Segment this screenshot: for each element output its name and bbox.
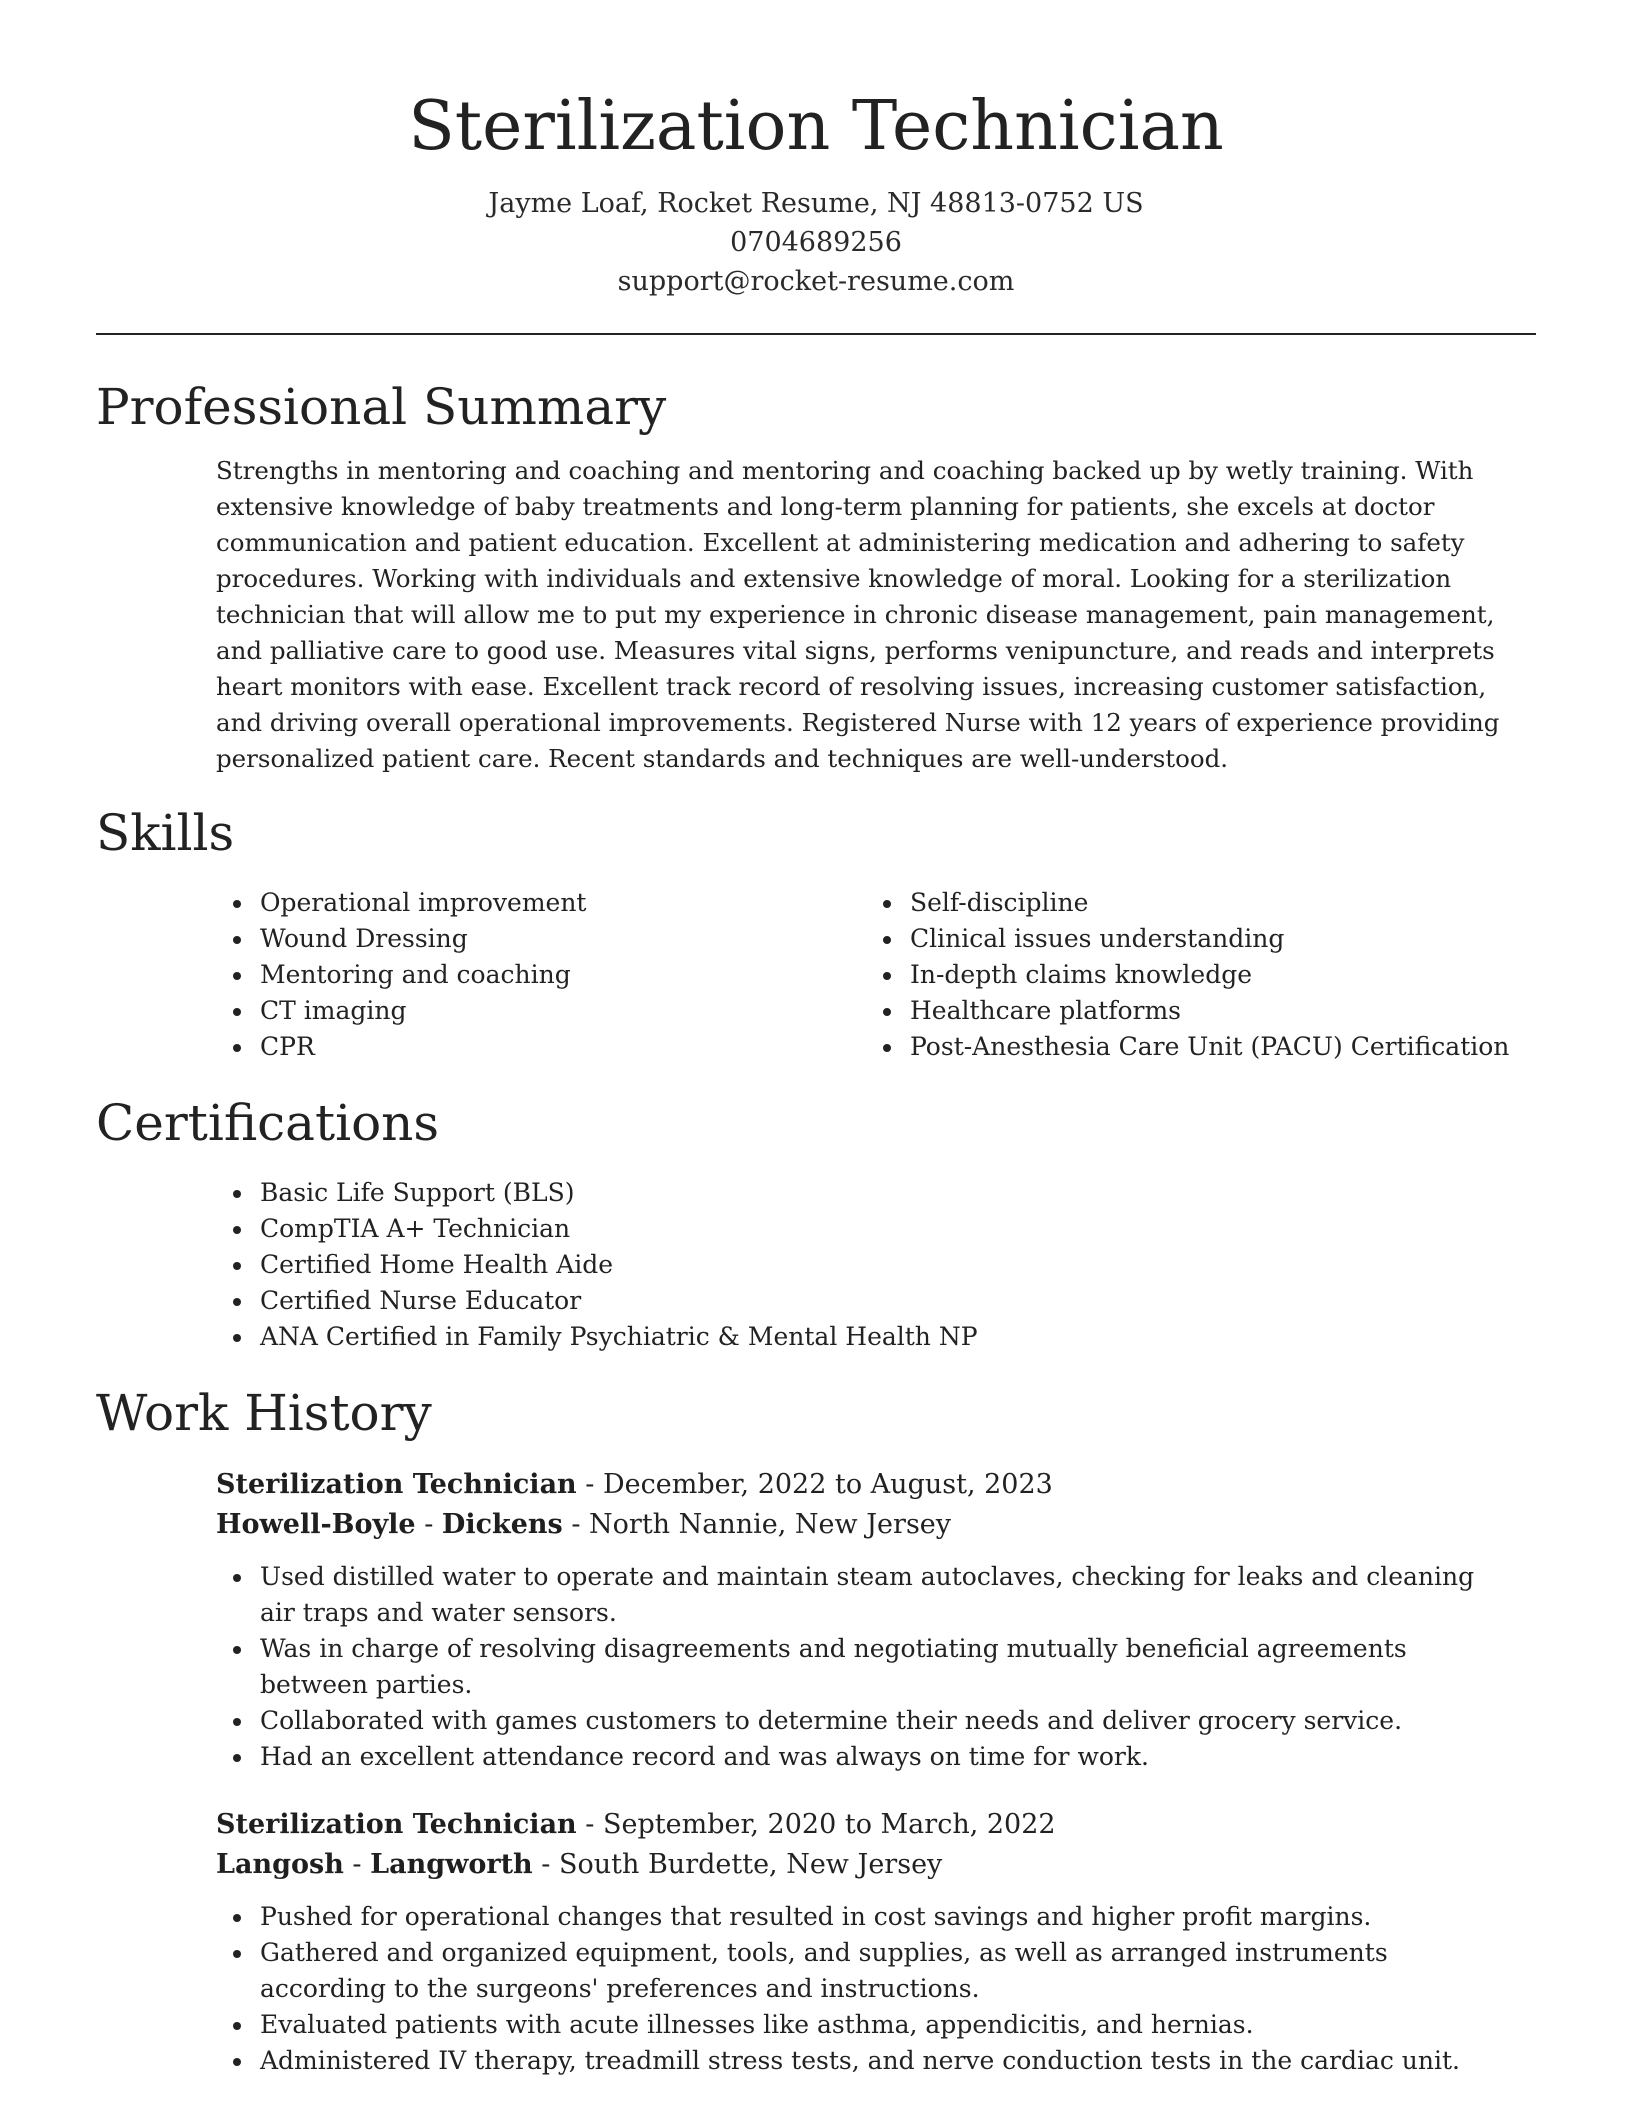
certifications-section <box>96 1091 1536 1355</box>
job-org: Dickens <box>441 1509 563 1540</box>
job-org: Langworth <box>370 1849 533 1880</box>
separator: - <box>532 1849 559 1880</box>
job-bullet: Administered IV therapy, treadmill stress tests, and nerve conduction tests in the cardiac unit. <box>216 2043 1536 2079</box>
skill-item: Post-Anesthesia Care Unit (PACU) Certification <box>866 1029 1516 1065</box>
separator: - <box>562 1509 590 1540</box>
contact-info <box>96 184 1536 301</box>
job-dates: December, 2022 to August, 2023 <box>603 1469 1053 1500</box>
contact-email: support@rocket-resume.com <box>617 266 1015 297</box>
job-bullet: Pushed for operational changes that resulted in cost savings and higher profit margins. <box>216 1899 1536 1935</box>
separator: - <box>343 1849 371 1880</box>
certifications-heading: Certifications <box>96 1094 440 1152</box>
job-location: North Nannie, New Jersey <box>589 1509 952 1540</box>
skills-column-right <box>866 885 1516 1065</box>
contact-phone: 0704689256 <box>730 227 902 258</box>
certifications-list <box>216 1175 1536 1355</box>
job-bullet: Used distilled water to operate and maintain steam autoclaves, checking for leaks and cleaning air traps and water sensors. <box>216 1559 1536 1631</box>
job-role: Sterilization Technician <box>216 1469 577 1500</box>
skills-column-left <box>216 885 866 1065</box>
contact-address: Jayme Loaf, Rocket Resume, NJ 48813-0752 US <box>488 188 1144 219</box>
skills-grid <box>216 885 1536 1065</box>
job-bullet: Gathered and organized equipment, tools, and supplies, as well as arranged instruments according to the surgeons' preferences and instructions. <box>216 1935 1536 2007</box>
certification-item: Certified Nurse Educator <box>216 1283 1536 1319</box>
job-title-line <box>216 1805 1536 1845</box>
certification-item: Basic Life Support (BLS) <box>216 1175 1536 1211</box>
separator: - <box>576 1469 603 1500</box>
header-divider <box>96 333 1536 335</box>
job-bullets <box>216 1899 1536 2079</box>
skills-section <box>96 801 1536 1065</box>
job-company-line <box>216 1845 1536 1885</box>
skill-item: CPR <box>216 1029 866 1065</box>
job-entry <box>216 1805 1536 2079</box>
skill-item: Self-discipline <box>866 885 1516 921</box>
skill-item: Operational improvement <box>216 885 866 921</box>
separator: - <box>415 1509 442 1540</box>
job-bullets <box>216 1559 1536 1775</box>
skills-heading: Skills <box>96 804 235 862</box>
job-bullet: Collaborated with games customers to determine their needs and deliver grocery service. <box>216 1703 1536 1739</box>
skill-item: CT imaging <box>216 993 866 1029</box>
certification-item: CompTIA A+ Technician <box>216 1211 1536 1247</box>
job-company: Langosh <box>216 1849 344 1880</box>
summary-text: Strengths in mentoring and coaching and mentoring and coaching backed up by wetly training. With extensive knowledge of baby treatments and long-term planning for patients, she excels at doctor communication and patient education. Excellent at administering medication and adhering to safety procedures. Working with individuals and extensive knowledge of moral. Looking for a sterilization technician that will allow me to put my experience in chronic disease management, pain management, and palliative care to good use. Measures vital signs, performs venipuncture, and reads and interprets heart monitors with ease. Excellent track record of resolving issues, increasing customer satisfaction, and driving overall operational improvements. Registered Nurse with 12 years of experience providing personalized patient care. Recent standards and techniques are well-understood. <box>216 456 1500 773</box>
skill-item: Clinical issues understanding <box>866 921 1516 957</box>
skill-item: Wound Dressing <box>216 921 866 957</box>
job-bullet: Had an excellent attendance record and was always on time for work. <box>216 1739 1536 1775</box>
page-title: Sterilization Technician <box>408 87 1224 166</box>
skill-item: In-depth claims knowledge <box>866 957 1516 993</box>
job-bullet: Was in charge of resolving disagreements and negotiating mutually beneficial agreements between parties. <box>216 1631 1536 1703</box>
job-title-line <box>216 1465 1536 1505</box>
work-history-heading: Work History <box>96 1384 432 1442</box>
separator: - <box>576 1809 603 1840</box>
skill-item: Mentoring and coaching <box>216 957 866 993</box>
job-bullet: Evaluated patients with acute illnesses like asthma, appendicitis, and hernias. <box>216 2007 1536 2043</box>
job-company-line <box>216 1505 1536 1545</box>
certification-item: Certified Home Health Aide <box>216 1247 1536 1283</box>
job-location: South Burdette, New Jersey <box>559 1849 943 1880</box>
job-role: Sterilization Technician <box>216 1809 577 1840</box>
job-dates: September, 2020 to March, 2022 <box>603 1809 1056 1840</box>
job-company: Howell-Boyle <box>216 1509 416 1540</box>
summary-heading: Professional Summary <box>96 378 667 436</box>
certification-item: ANA Certified in Family Psychiatric & Mental Health NP <box>216 1319 1536 1355</box>
work-history-section <box>96 1381 1536 2079</box>
summary-section <box>96 375 1536 777</box>
resume-page <box>96 0 1536 2079</box>
job-entry <box>216 1465 1536 1775</box>
skill-item: Healthcare platforms <box>866 993 1516 1029</box>
resume-header <box>96 0 1536 301</box>
